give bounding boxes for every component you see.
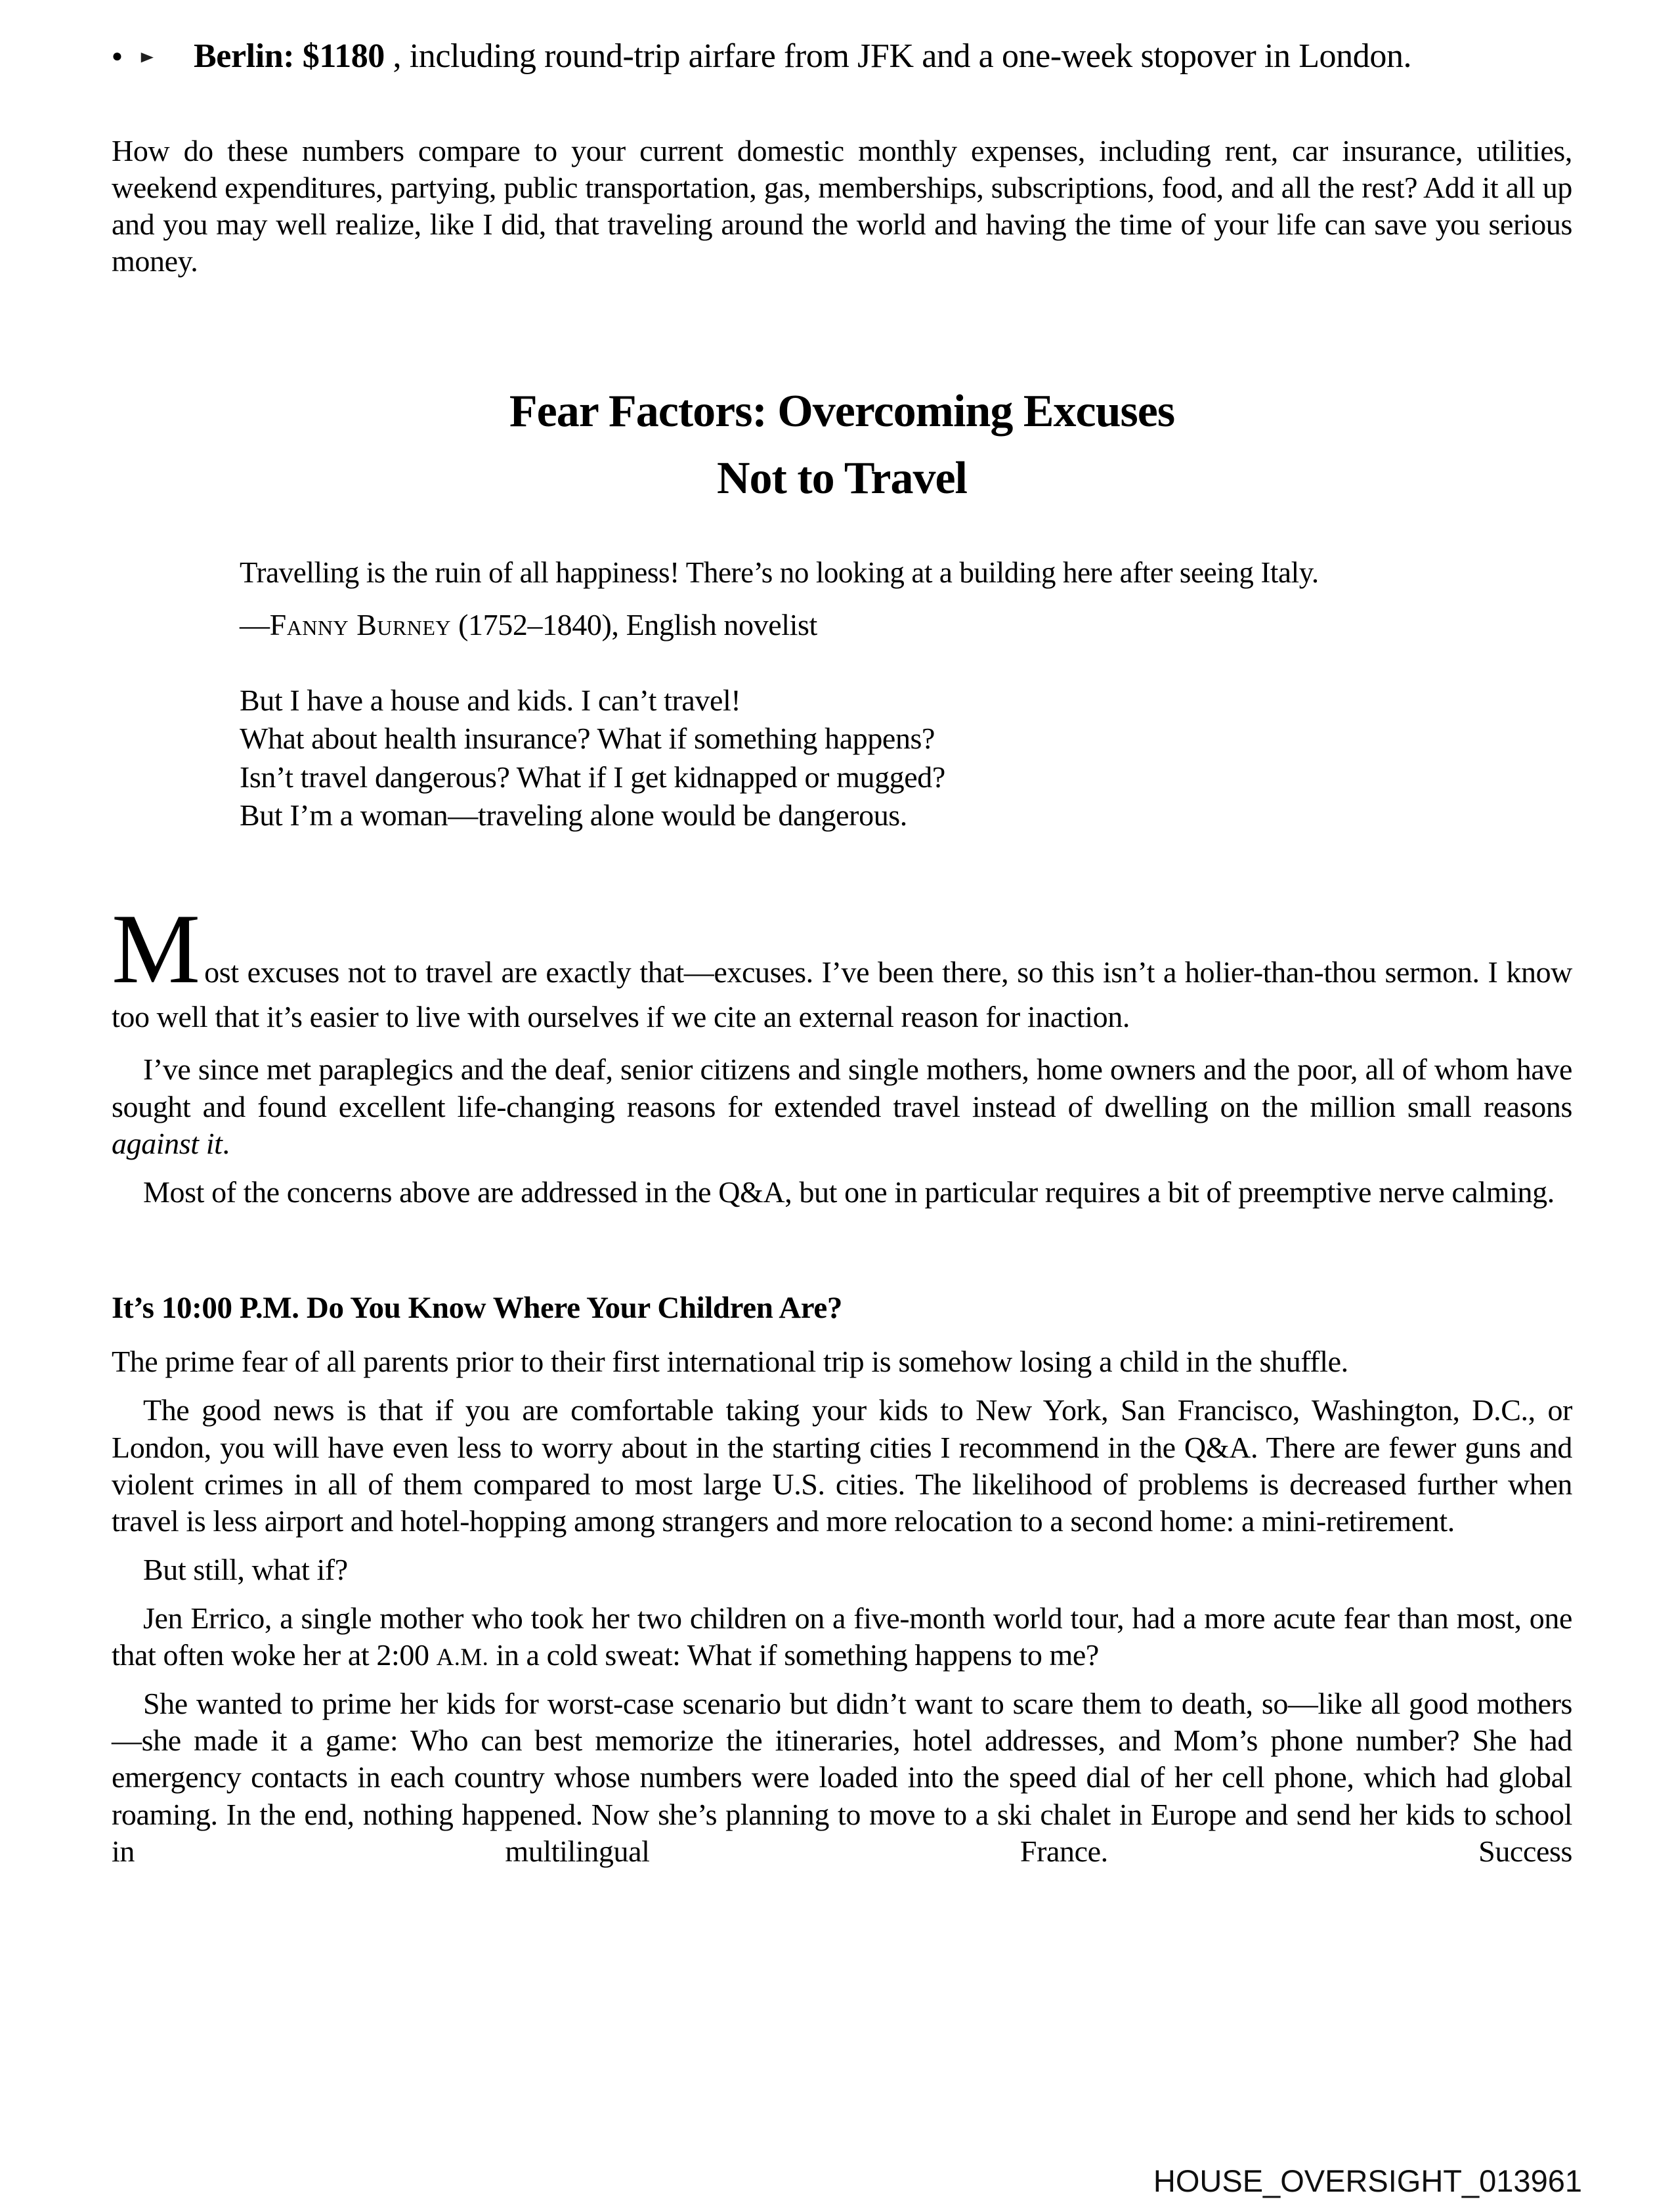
paragraph-most-excuses [112,894,1572,1039]
epigraph-attribution [240,607,1572,642]
section-heading: It’s 10:00 P.M. Do You Know Where Your Children Are? [112,1290,842,1325]
paragraph-jen-text2: in a cold sweat: What if something happens to me? [488,1638,1099,1672]
excuse-line-1: But I have a house and kids. I can’t travel! [240,683,741,717]
attribution-detail: (1752–1840), English novelist [451,607,817,641]
paragraph-good-news: The good news is that if you are comfortable taking your kids to New York, San Francisco, Washington, D.C., or London, you will have even less to worry about in the starting cities I recommend in the Q&A. There are fewer guns and violent crimes in all of them compared to most large U.S. cities. The likelihood of problems is decreased further when travel is less airport and hotel-hopping among strangers and more relocation to a second home: a mini-retirement. [112,1393,1572,1538]
paragraph-but-still: But still, what if? [143,1552,348,1586]
paragraph-she-wanted: She wanted to prime her kids for worst-case scenario but didn’t want to scare them to death, so—like all good mothers—she made it a game: Who can best memorize the itineraries, hotel addresses, and Mom’s phone number? She had emergency contacts in each country whose numbers were loaded into the speed dial of her cell phone, which had global roaming. In the end, nothing happened. Now she’s planning to move to a ski chalet in Europe and send her kids to school in multilingual France. Success [112,1687,1572,1868]
excuse-line-2: What about health insurance? What if something happens? [240,722,935,756]
excuse-line-3: Isn’t travel dangerous? What if I get kidnapped or mugged? [240,760,945,794]
bullet-lead-bold: Berlin: $1180 [194,37,385,75]
attribution-dash: — [240,607,270,641]
bullet-rest: , including round-trip airfare from JFK and a one-week stopover in London. [384,37,1412,75]
chapter-title-line1: Fear Factors: Overcoming Excuses [509,386,1175,437]
page-content [112,36,1572,1870]
paragraph-most-excuses-text: ost excuses not to travel are exactly that—excuses. I’ve been there, so this isn’t a holier-than-thou sermon. I know too well that it’s easier to live with ourselves if we cite an external reason for inaction. [112,955,1572,1034]
list-item-berlin [112,36,1572,77]
excuse-list [240,682,1572,835]
bullet-markers [112,36,194,77]
am-smallcaps: A.M. [436,1643,489,1671]
paragraph-jen-errico [112,1600,1572,1674]
paragraph-paraplegics [112,1051,1572,1161]
paragraph-paraplegics-text1: I’ve since met paraplegics and the deaf, senior citizens and single mothers, home owners and the poor, all of whom have sought and found excellent life-changing reasons for extended travel instead of dwelling on the million small reasons [112,1052,1572,1123]
bullet-text [194,36,1572,77]
triangle-cursor-icon: ► [137,47,158,66]
drop-cap: M [112,894,201,1005]
paragraph-prime-fear: The prime fear of all parents prior to their first international trip is somehow losing a child in the shuffle. [112,1345,1348,1379]
chapter-title [112,378,1572,511]
epigraph [240,554,1572,641]
paragraph-jen-text1: Jen Errico, a single mother who took her two children on a five-month world tour, had a more acute fear than most, one that often woke her at 2:00 [112,1601,1572,1672]
bates-number: HOUSE_OVERSIGHT_013961 [1153,2163,1582,2198]
epigraph-quote: Travelling is the ruin of all happiness! There’s no looking at a building here after seeing Italy. [240,556,1319,590]
chapter-title-line2: Not to Travel [717,452,967,504]
paragraph-paraplegics-italic: against it [112,1126,223,1160]
excuse-line-4: But I’m a woman—traveling alone would be dangerous. [240,798,907,832]
paragraph-expense-comparison: How do these numbers compare to your current domestic monthly expenses, including rent, car insurance, utilities, weekend expenditures, partying, public transportation, gas, memberships, subscriptions, food, and all the rest? Add it all up and you may well realize, like I did, that traveling around the world and having the time of your life can save you serious money. [112,134,1572,278]
attribution-author: Fanny Burney [269,607,452,641]
paragraph-concerns: Most of the concerns above are addressed in the Q&A, but one in particular requires a bit of preemptive nerve calming. [143,1175,1555,1209]
bullet-dot-icon: ● [112,46,123,66]
paragraph-paraplegics-text2: . [222,1126,230,1160]
